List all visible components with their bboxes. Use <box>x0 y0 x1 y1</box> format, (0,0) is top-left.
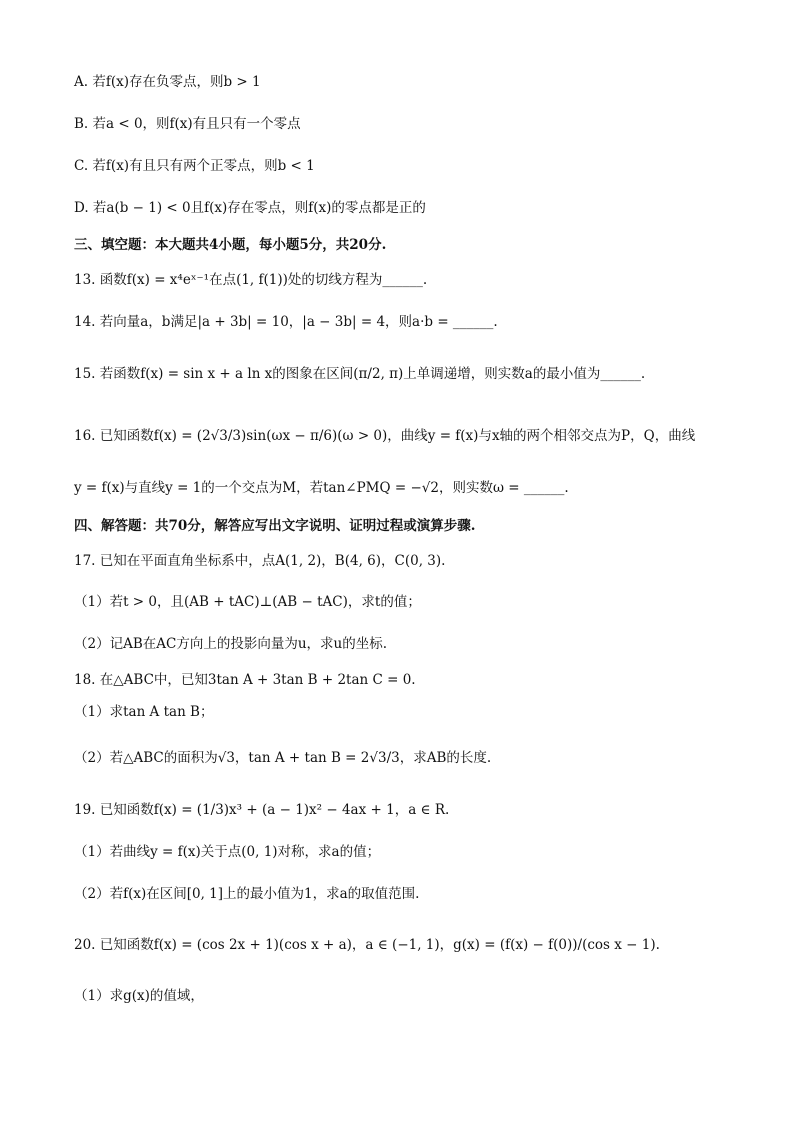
question-19-part1: （1）若曲线y = f(x)关于点(0, 1)对称，求a的值； <box>74 844 381 860</box>
question-19-part2: （2）若f(x)在区间[0, 1]上的最小值为1，求a的取值范围. <box>74 886 420 902</box>
question-14: 14. 若向量a，b满足|a + 3b| = 10，|a − 3b| = 4，则a·b = ______. <box>74 314 498 330</box>
section4-heading: 四、解答题：共70分，解答应写出文字说明、证明过程或演算步骤. <box>74 518 476 534</box>
question-17-part2: （2）记AB在AC方向上的投影向量为u，求u的坐标. <box>74 636 388 652</box>
option-b: B. 若a < 0，则f(x)有且只有一个零点 <box>74 116 301 132</box>
question-19: 19. 已知函数f(x) = (1/3)x³ + (a − 1)x² − 4ax + 1，a ∈ R. <box>74 802 450 818</box>
option-a: A. 若f(x)存在负零点，则b > 1 <box>74 74 261 90</box>
option-d: D. 若a(b − 1) < 0且f(x)存在零点，则f(x)的零点都是正的 <box>74 200 426 216</box>
question-20: 20. 已知函数f(x) = (cos 2x + 1)(cos x + a)，a ∈ (−1, 1)，g(x) = (f(x) − f(0))/(cos x − 1). <box>74 937 660 953</box>
question-17: 17. 已知在平面直角坐标系中，点A(1, 2)，B(4, 6)，C(0, 3). <box>74 553 446 569</box>
question-15: 15. 若函数f(x) = sin x + a ln x的图象在区间(π/2, π)上单调递增，则实数a的最小值为______. <box>74 366 646 382</box>
question-16-line2: y = f(x)与直线y = 1的一个交点为M，若tan∠PMQ = −√2，则实数ω = ______. <box>74 480 569 496</box>
question-16-line1: 16. 已知函数f(x) = (2√3/3)sin(ωx − π/6)(ω > 0)，曲线y = f(x)与x轴的两个相邻交点为P，Q，曲线 <box>74 428 696 444</box>
question-18: 18. 在△ABC中，已知3tan A + 3tan B + 2tan C = 0. <box>74 672 416 688</box>
section3-heading: 三、填空题：本大题共4小题，每小题5分，共20分. <box>74 237 387 253</box>
question-18-part1: （1）求tan A tan B； <box>74 704 214 720</box>
question-18-part2: （2）若△ABC的面积为√3，tan A + tan B = 2√3/3，求AB的长度. <box>74 750 492 766</box>
question-17-part1: （1）若t > 0，且(AB + tAC)⊥(AB − tAC)，求t的值； <box>74 594 421 610</box>
option-c: C. 若f(x)有且只有两个正零点，则b < 1 <box>74 158 315 174</box>
question-20-part1: （1）求g(x)的值域， <box>74 988 204 1004</box>
question-13: 13. 函数f(x) = x⁴eˣ⁻¹在点(1, f(1))处的切线方程为______. <box>74 272 428 288</box>
